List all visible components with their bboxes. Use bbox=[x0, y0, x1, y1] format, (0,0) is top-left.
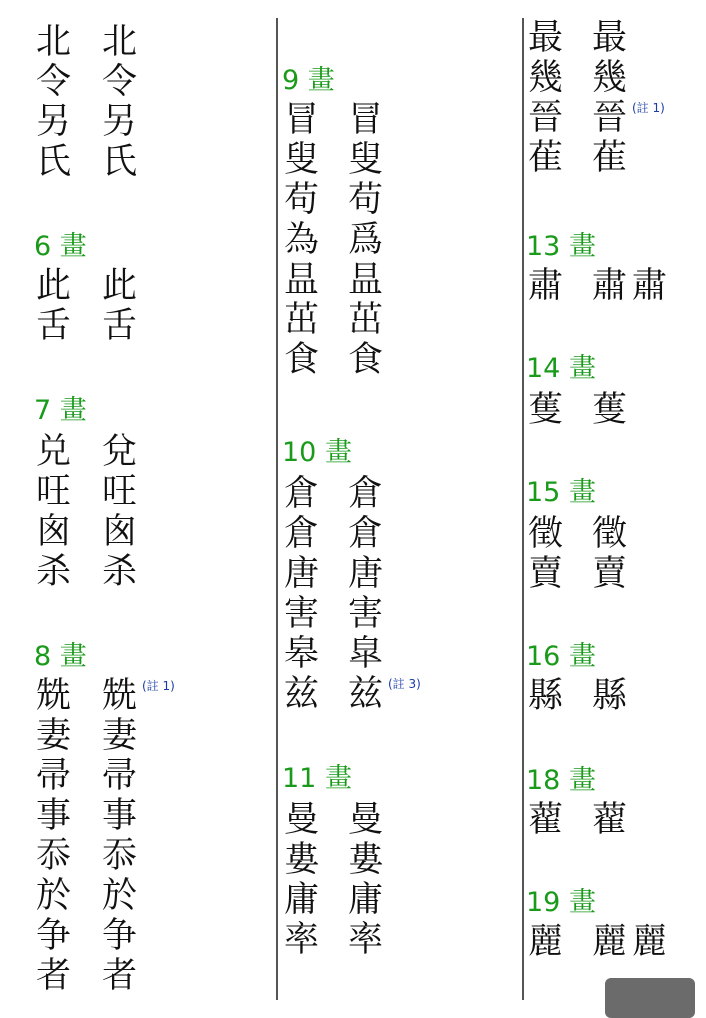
standard-glyph: 叟 bbox=[284, 140, 320, 180]
stroke-count-number: 9 bbox=[282, 65, 300, 96]
standard-glyph: 㕵 bbox=[36, 472, 72, 512]
variant-glyph: 㕵 bbox=[102, 472, 138, 512]
variant-glyph: 皐 bbox=[348, 634, 384, 674]
variant-glyph: 幾 bbox=[592, 58, 628, 98]
standard-glyph: 婁 bbox=[284, 840, 320, 880]
stroke-unit: 畫 bbox=[324, 763, 352, 794]
variant-glyph: 妻 bbox=[102, 716, 138, 756]
standard-glyph: 争 bbox=[36, 916, 72, 956]
footnote-ref[interactable]: (註 1) bbox=[632, 101, 665, 115]
variant-glyph: 杀 bbox=[102, 552, 138, 592]
variant-glyph: 冒 bbox=[348, 100, 384, 140]
stroke-count-number: 19 bbox=[526, 887, 561, 918]
variant-glyph: 藋 bbox=[592, 800, 628, 840]
variant-glyph: 此 bbox=[102, 266, 138, 306]
variant-glyph: 最 bbox=[592, 18, 628, 58]
variant-glyph: 肅 bbox=[632, 266, 668, 306]
variant-glyph: 兌 bbox=[102, 432, 138, 472]
variant-glyph: 率 bbox=[348, 920, 384, 960]
stroke-count-number: 13 bbox=[526, 231, 561, 262]
standard-glyph: 肅 bbox=[528, 266, 564, 306]
column-2 bbox=[278, 0, 522, 1000]
variant-glyph: 庸 bbox=[348, 880, 384, 920]
stroke-unit: 畫 bbox=[568, 231, 596, 262]
variant-glyph: 令 bbox=[102, 62, 138, 102]
stroke-count-number: 18 bbox=[526, 765, 561, 796]
variant-glyph: 萑 bbox=[592, 138, 628, 178]
stroke-count-number: 8 bbox=[34, 641, 52, 672]
standard-glyph: 囪 bbox=[36, 512, 72, 552]
variant-glyph: 倉 bbox=[348, 474, 384, 514]
stroke-unit: 畫 bbox=[59, 395, 87, 426]
variant-glyph: 苟 bbox=[348, 180, 384, 220]
stroke-count-heading bbox=[526, 478, 596, 508]
standard-glyph: 藋 bbox=[528, 800, 564, 840]
stroke-count-number: 7 bbox=[34, 395, 52, 426]
standard-glyph: 為 bbox=[284, 220, 320, 260]
variant-glyph: 争 bbox=[102, 916, 138, 956]
stroke-unit: 畫 bbox=[59, 641, 87, 672]
stroke-unit: 畫 bbox=[568, 641, 596, 672]
variant-glyph: 害 bbox=[348, 594, 384, 634]
stroke-unit: 畫 bbox=[568, 477, 596, 508]
stroke-count-number: 15 bbox=[526, 477, 561, 508]
standard-glyph: 幾 bbox=[528, 58, 564, 98]
variant-glyph: 於 bbox=[102, 876, 138, 916]
standard-glyph: 昷 bbox=[284, 260, 320, 300]
variant-glyph: 昷 bbox=[348, 260, 384, 300]
standard-glyph: 兹 bbox=[284, 674, 320, 714]
variant-glyph: 麗 bbox=[592, 922, 628, 962]
variant-glyph: 爲 bbox=[348, 220, 384, 260]
standard-glyph: 氏 bbox=[36, 142, 72, 182]
floating-action-button[interactable] bbox=[605, 978, 695, 1018]
stroke-count-heading bbox=[526, 232, 596, 262]
standard-glyph: 晉 bbox=[528, 98, 564, 138]
stroke-count-heading bbox=[526, 888, 596, 918]
standard-glyph: 賣 bbox=[528, 554, 564, 594]
variant-glyph: 賣 bbox=[592, 554, 628, 594]
variant-glyph: 另 bbox=[102, 102, 138, 142]
variant-glyph: 肅 bbox=[592, 266, 628, 306]
variant-glyph: 兟 bbox=[102, 676, 138, 716]
standard-glyph: 倉 bbox=[284, 514, 320, 554]
standard-glyph: 倉 bbox=[284, 474, 320, 514]
variant-glyph: 蒦 bbox=[592, 390, 628, 430]
stroke-count-heading bbox=[34, 642, 87, 672]
standard-glyph: 忝 bbox=[36, 836, 72, 876]
variant-glyph: 曼 bbox=[348, 800, 384, 840]
variant-glyph: 叟 bbox=[348, 140, 384, 180]
standard-glyph: 率 bbox=[284, 920, 320, 960]
standard-glyph: 冒 bbox=[284, 100, 320, 140]
variant-glyph: 兹 bbox=[348, 674, 384, 714]
variant-glyph: 帚 bbox=[102, 756, 138, 796]
column-3 bbox=[524, 0, 706, 1000]
variant-glyph: 忝 bbox=[102, 836, 138, 876]
standard-glyph: 杀 bbox=[36, 552, 72, 592]
standard-glyph: 令 bbox=[36, 62, 72, 102]
standard-glyph: 徵 bbox=[528, 514, 564, 554]
standard-glyph: 另 bbox=[36, 102, 72, 142]
standard-glyph: 兑 bbox=[36, 432, 72, 472]
stroke-unit: 畫 bbox=[324, 437, 352, 468]
variant-glyph: 茁 bbox=[348, 300, 384, 340]
standard-glyph: 最 bbox=[528, 18, 564, 58]
stroke-count-heading bbox=[34, 232, 87, 262]
standard-glyph: 皋 bbox=[284, 634, 320, 674]
standard-glyph: 茁 bbox=[284, 300, 320, 340]
footnote-ref[interactable]: (註 3) bbox=[388, 677, 421, 691]
stroke-count-number: 10 bbox=[282, 437, 317, 468]
standard-glyph: 妻 bbox=[36, 716, 72, 756]
stroke-unit: 畫 bbox=[59, 231, 87, 262]
stroke-count-heading bbox=[526, 642, 596, 672]
standard-glyph: 蒦 bbox=[528, 390, 564, 430]
variant-glyph: 唐 bbox=[348, 554, 384, 594]
stroke-count-number: 6 bbox=[34, 231, 52, 262]
stroke-unit: 畫 bbox=[568, 887, 596, 918]
stroke-count-heading bbox=[282, 764, 352, 794]
variant-glyph: 舌 bbox=[102, 306, 138, 346]
variant-glyph: 婁 bbox=[348, 840, 384, 880]
standard-glyph: 萑 bbox=[528, 138, 564, 178]
stroke-unit: 畫 bbox=[568, 765, 596, 796]
standard-glyph: 害 bbox=[284, 594, 320, 634]
standard-glyph: 事 bbox=[36, 796, 72, 836]
standard-glyph: 帚 bbox=[36, 756, 72, 796]
standard-glyph: 者 bbox=[36, 956, 72, 996]
standard-glyph: 兟 bbox=[36, 676, 72, 716]
stroke-count-heading bbox=[526, 766, 596, 796]
standard-glyph: 舌 bbox=[36, 306, 72, 346]
standard-glyph: 此 bbox=[36, 266, 72, 306]
standard-glyph: 苟 bbox=[284, 180, 320, 220]
variant-glyph: 事 bbox=[102, 796, 138, 836]
standard-glyph: 食 bbox=[284, 340, 320, 380]
stroke-count-number: 16 bbox=[526, 641, 561, 672]
stroke-count-heading bbox=[282, 66, 335, 96]
variant-glyph: 麗 bbox=[632, 922, 668, 962]
standard-glyph: 唐 bbox=[284, 554, 320, 594]
variant-glyph: 縣 bbox=[592, 676, 628, 716]
stroke-unit: 畫 bbox=[307, 65, 335, 96]
standard-glyph: 於 bbox=[36, 876, 72, 916]
variant-glyph: 晉 bbox=[592, 98, 628, 138]
variant-glyph: 囪 bbox=[102, 512, 138, 552]
standard-glyph: 曼 bbox=[284, 800, 320, 840]
variant-glyph: 倉 bbox=[348, 514, 384, 554]
stroke-count-number: 14 bbox=[526, 353, 561, 384]
variant-glyph: 氏 bbox=[102, 142, 138, 182]
stroke-count-heading bbox=[282, 438, 352, 468]
standard-glyph: 縣 bbox=[528, 676, 564, 716]
stroke-count-heading bbox=[526, 354, 596, 384]
standard-glyph: 麗 bbox=[528, 922, 564, 962]
standard-glyph: 庸 bbox=[284, 880, 320, 920]
standard-glyph: 北 bbox=[36, 22, 72, 62]
variant-glyph: 徵 bbox=[592, 514, 628, 554]
footnote-ref[interactable]: (註 1) bbox=[142, 679, 175, 693]
stroke-unit: 畫 bbox=[568, 353, 596, 384]
stroke-count-heading bbox=[34, 396, 87, 426]
variant-glyph: 者 bbox=[102, 956, 138, 996]
column-1 bbox=[0, 0, 276, 1000]
variant-glyph: 食 bbox=[348, 340, 384, 380]
variant-glyph: 北 bbox=[102, 22, 138, 62]
stroke-count-number: 11 bbox=[282, 763, 317, 794]
